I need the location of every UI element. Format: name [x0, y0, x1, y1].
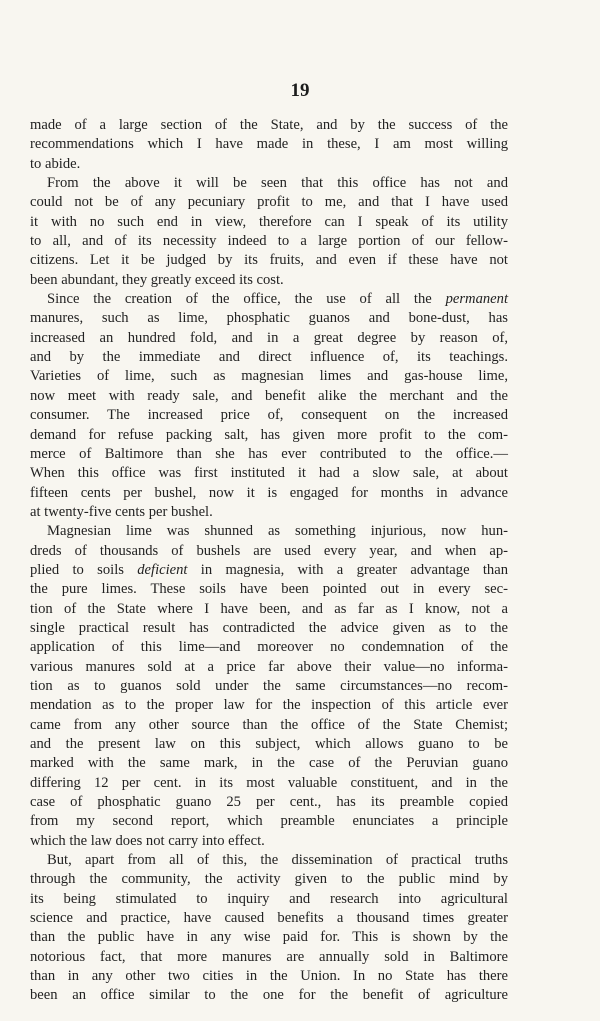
text-line: from my second report, which preamble enunciates a principle — [30, 813, 508, 830]
text-line: mendation as to the proper law for the inspection of this article ever — [30, 697, 508, 714]
paragraph-3 — [30, 290, 508, 522]
text-line: the pure limes. These soils have been pointed out in every sec- — [30, 581, 508, 598]
text-line: tion as to guanos sold under the same circumstances—no recom- — [30, 677, 508, 694]
text-line: manures, such as lime, phosphatic guanos and bone-dust, has — [30, 310, 508, 327]
text-line: dreds of thousands of bushels are used every year, and when ap- — [30, 542, 508, 559]
text-line: notorious fact, that more manures are annually sold in Baltimore — [30, 948, 508, 965]
text-line: Varieties of lime, such as magnesian limes and gas-house lime, — [30, 368, 508, 385]
text-line: which the law does not carry into effect. — [30, 832, 265, 849]
text-line: case of phosphatic guano 25 per cent., has its preamble copied — [30, 794, 508, 811]
paragraph-1 — [30, 116, 508, 174]
text-line: Since the creation of the office, the use of all the permanent — [47, 291, 508, 308]
paragraph-4 — [30, 522, 508, 851]
text-line: than in any other two cities in the Union. In no State has there — [30, 968, 508, 985]
text-line: From the above it will be seen that this office has not and — [47, 175, 508, 192]
text-line: could not be of any pecuniary profit to me, and that I have used — [30, 194, 508, 211]
text-line: been an office similar to the one for the benefit of agriculture — [30, 987, 508, 1004]
text-line: demand for refuse packing salt, has given more profit to the com- — [30, 426, 508, 443]
text-line: differing 12 per cent. in its most valuable constituent, and in the — [30, 774, 508, 791]
text-line: plied to soils deficient in magnesia, with a greater advantage than — [30, 561, 508, 578]
text-line: increased an hundred fold, and in a great degree by reason of, — [30, 329, 508, 346]
text-line: and the present law on this subject, which allows guano to be — [30, 736, 508, 752]
text-line: merce of Baltimore than she has ever contributed to the office.— — [30, 445, 508, 462]
text-line: it with no such end in view, therefore can I speak of its utility — [30, 213, 508, 230]
text-line: to abide. — [30, 155, 81, 172]
italic-word: deficient — [137, 561, 188, 578]
text-line: When this office was first instituted it had a slow sale, at about — [30, 465, 508, 482]
text-line: at twenty-five cents per bushel. — [30, 503, 213, 520]
text-line: consumer. The increased price of, consequent on the increased — [30, 407, 508, 424]
text-line: and by the immediate and direct influence of, its teachings. — [30, 349, 508, 366]
text-line: Magnesian lime was shunned as something injurious, now hun- — [47, 523, 508, 540]
text-line: been abundant, they greatly exceed its cost. — [30, 271, 284, 288]
page-number: 19 — [290, 80, 310, 101]
text-line: tion of the State where I have been, and as far as I know, not a — [30, 600, 508, 617]
text-line: to all, and of its necessity indeed to a large portion of our fellow- — [30, 233, 508, 250]
text-line: came from any other source than the office of the State Chemist; — [30, 716, 508, 733]
italic-word: permanent — [445, 291, 508, 308]
text-line: now meet with ready sale, and benefit alike the merchant and the — [30, 387, 508, 404]
text-line: citizens. Let it be judged by its fruits, and even if these have not — [30, 252, 508, 269]
text-line: various manures sold at a price far above their value—no informa- — [30, 658, 508, 675]
text-line: But, apart from all of this, the dissemination of practical truths — [47, 852, 508, 869]
text-line: single practical result has contradicted the advice given as to the — [30, 619, 508, 636]
text-line: made of a large section of the State, and by the success of the — [30, 117, 508, 133]
paragraph-5 — [30, 851, 508, 1006]
body-text — [30, 116, 508, 1006]
paragraph-2 — [30, 174, 508, 290]
text-line: recommendations which I have made in these, I am most willing — [30, 136, 508, 153]
text-line: its being stimulated to inquiry and research into agricultural — [30, 890, 508, 907]
text-line: marked with the same mark, in the case of the Peruvian guano — [30, 755, 508, 772]
text-line: through the community, the activity given to the public mind by — [30, 871, 508, 888]
text-line: than the public have in any wise paid for. This is shown by the — [30, 929, 508, 946]
text-line: application of this lime—and moreover no condemnation of the — [30, 639, 508, 656]
text-line: fifteen cents per bushel, now it is engaged for months in advance — [30, 484, 508, 501]
text-line: science and practice, have caused benefits a thousand times greater — [30, 910, 508, 927]
